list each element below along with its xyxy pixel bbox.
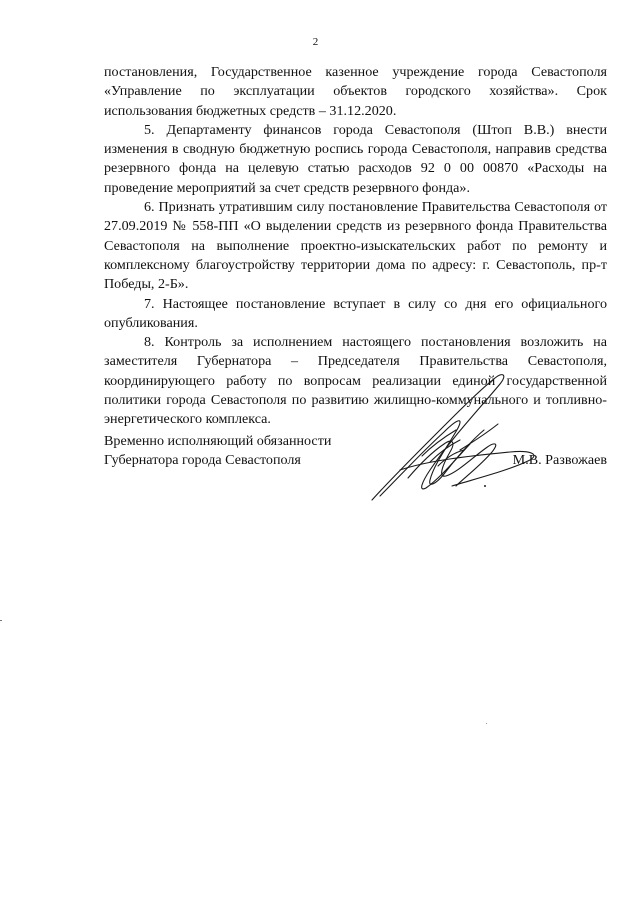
- signatory-name: М.В. Развожаев: [512, 452, 607, 469]
- page-number: 2: [312, 36, 319, 48]
- signatory-position-line2: Губернатора города Севастополя: [104, 452, 301, 469]
- paragraph-item-8: 8. Контроль за исполнением настоящего постановления возложить на заместителя Губернатора – Председателя Правительства Севастополя, координирующего работу по вопросам реализации единой государственной политики города Севастополя по развитию жилищно-коммунального и топливно-энергетического комплекса.: [104, 334, 607, 428]
- stray-dot: [486, 723, 487, 724]
- paragraph-continuation: постановления, Государственное казенное учреждение города Севастополя «Управление по эксплуатации объектов городского хозяйства». Срок использования бюджетных средств – 31.12.2020.: [104, 64, 607, 119]
- handwritten-signature: [360, 360, 560, 520]
- paragraph-item-7: 7. Настоящее постановление вступает в силу со дня его официального опубликования.: [104, 295, 607, 331]
- stray-dot: [0, 620, 2, 621]
- paragraph-item-5: 5. Департаменту финансов города Севастополя (Штоп В.В.) внести изменения в сводную бюджетную роспись города Севастополя, направив средства резервного фонда на целевую статью расходов 92 0 00 00870 «Расходы на проведение мероприятий за счет средств резервного фонда».: [104, 121, 607, 196]
- stray-dot: [484, 485, 486, 487]
- paragraph-item-6: 6. Признать утратившим силу постановление Правительства Севастополя от 27.09.2019 № 558-ПП «О выделении средств из резервного фонда Правительства Севастополя на выполнение проектно-изыскательских работ по ремонту и комплексному благоустройству территории дома по адресу: г. Севастополь, пр-т Победы, 2-Б».: [104, 199, 607, 293]
- signatory-position-line1: Временно исполняющий обязанности: [104, 433, 332, 449]
